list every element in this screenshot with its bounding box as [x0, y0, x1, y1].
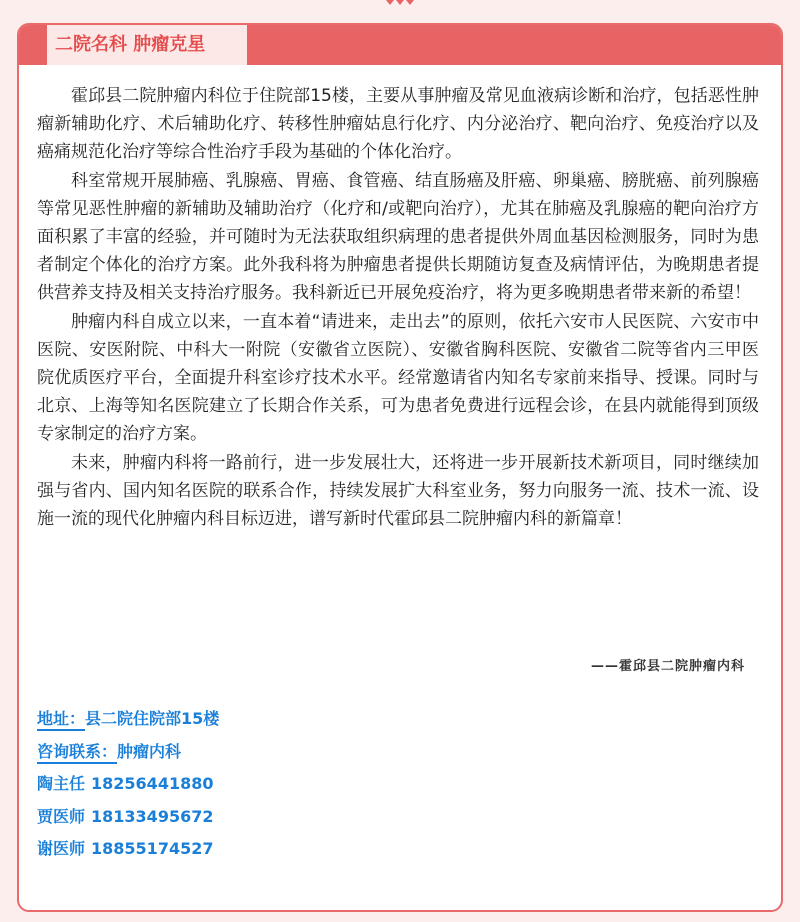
address-label: 地址：: [37, 709, 85, 731]
signature: ——霍邱县二院肿瘤内科: [590, 659, 745, 674]
doctor-contact: [37, 768, 219, 801]
top-ornament-icon: [384, 0, 416, 6]
paragraph: 未来，肿瘤内科将一路前行，进一步发展壮大，还将进一步开展新技术新项目，同时继续加强与省内、国内知名医院的联系合作，持续发展扩大科室业务，努力向服务一流、技术一流、设施一流的现代化肿瘤内科目标迈进，谱写新时代霍邱县二院肿瘤内科的新篇章！: [37, 452, 759, 530]
header-tab-accent: [41, 25, 47, 65]
card-header: [19, 25, 781, 65]
doctor-name: 陶主任: [37, 774, 86, 794]
doctor-name: 贾医师: [37, 806, 86, 826]
article-body: [37, 82, 759, 533]
consult-line: [37, 736, 219, 769]
paragraph: 科室常规开展肺癌、乳腺癌、胃癌、食管癌、结直肠癌及肝癌、卵巢癌、膀胱癌、前列腺癌等常见恶性肿瘤的新辅助及辅助治疗（化疗和/或靶向治疗），尤其在肺癌及乳腺癌的靶向治疗方面积累了丰富的经验，并可随时为无法获取组织病理的患者提供外周血基因检测服务，同时为患者制定个体化的治疗方案。此外我科将为肿瘤患者提供长期随访复查及病情评估，为晚期患者提供营养支持及相关支持治疗服务。我科新近已开展免疫治疗，将为更多晚期患者带来新的希望！: [37, 170, 759, 304]
consult-label: 咨询联系：: [37, 742, 117, 764]
doctor-contact: [37, 801, 219, 834]
paragraph: 肿瘤内科自成立以来，一直本着“请进来，走出去”的原则，依托六安市人民医院、六安市中医院、安医附院、中科大一附院（安徽省立医院）、安徽省胸科医院、安徽省二院等省内三甲医院优质医疗平台，全面提升科室诊疗技术水平。经常邀请省内知名专家前来指导、授课。同时与北京、上海等知名医院建立了长期合作关系，可为患者免费进行远程会诊，在县内就能得到顶级专家制定的治疗方案。: [37, 311, 759, 445]
address-value: 县二院住院部15楼: [85, 709, 220, 728]
consult-value: 肿瘤内科: [117, 741, 182, 761]
phone-number[interactable]: 18855174527: [91, 839, 214, 859]
doctor-contact: [37, 833, 219, 866]
address-line: [37, 703, 219, 736]
doctor-name: 谢医师: [37, 839, 86, 859]
contact-info: [37, 703, 219, 866]
content-card: [17, 23, 783, 912]
header-title: 二院名科 肿瘤克星: [55, 34, 206, 55]
phone-number[interactable]: 18256441880: [91, 774, 214, 794]
phone-number[interactable]: 18133495672: [91, 806, 214, 826]
paragraph: 霍邱县二院肿瘤内科位于住院部15楼，主要从事肿瘤及常见血液病诊断和治疗，包括恶性肿瘤新辅助化疗、术后辅助化疗、转移性肿瘤姑息行化疗、内分泌治疗、靶向治疗、免疫治疗以及癌痛规范化治疗等综合性治疗手段为基础的个体化治疗。: [37, 86, 759, 163]
